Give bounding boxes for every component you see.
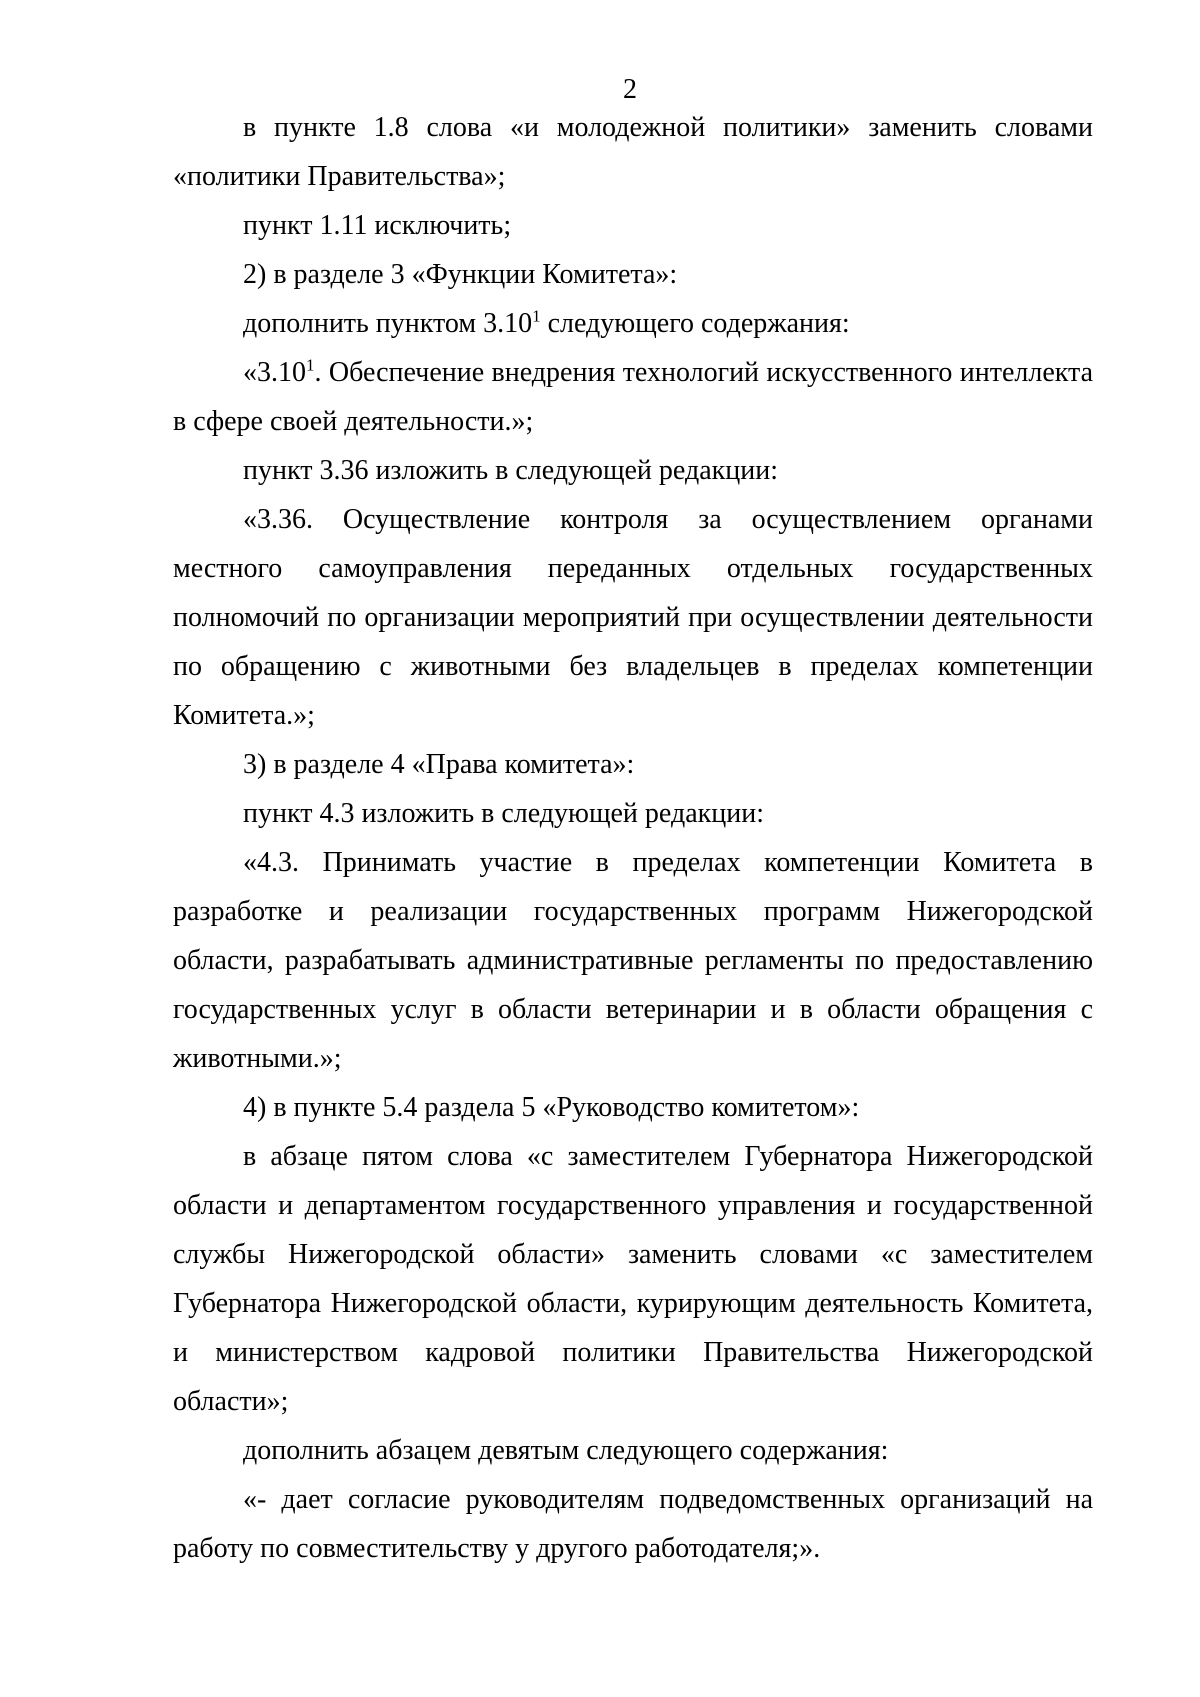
paragraph-quote-4-3: «4.3. Принимать участие в пределах компетенции Комитета в разработке и реализации государственных программ Нижегородской области, разрабатывать административные регламенты по предоставлению государственных услуг в области ветеринарии и в области обращения с животными.»;: [173, 847, 1093, 1074]
paragraph-section-4-heading: 3) в разделе 4 «Права комитета»:: [243, 749, 635, 780]
paragraph-section-5-heading: 4) в пункте 5.4 раздела 5 «Руководство комитетом»:: [243, 1092, 860, 1123]
document-body: [173, 103, 1093, 1573]
paragraph-add-item-3-10-1: [173, 299, 1093, 348]
paragraph-item-5-4-replace: в абзаце пятом слова «с заместителем Губернатора Нижегородской области и департаментом государственного управления и государственной службы Нижегородской области» заменить словами «с заместителем Губернатора Нижегородской области, курирующим деятельность Комитета, и министерством кадровой политики Правительства Нижегородской области»;: [173, 1141, 1093, 1417]
paragraph-item-1-11: пункт 1.11 исключить;: [243, 210, 512, 241]
paragraph-add-ninth-abzac: дополнить абзацем девятым следующего содержания:: [243, 1435, 889, 1466]
paragraph-item-1-8: в пункте 1.8 слова «и молодежной политики» заменить словами «политики Правительства»;: [173, 112, 1093, 192]
paragraph-text: «3.10: [243, 357, 306, 388]
superscript-index: 1: [306, 355, 315, 375]
page-number: 2: [623, 74, 637, 105]
paragraph-text: следующего содержания:: [540, 308, 850, 339]
paragraph-quote-3-36: «3.36. Осуществление контроля за осуществлением органами местного самоуправления переданных отдельных государственных полномочий по организации мероприятий при осуществлении деятельности по обращению с животными без владельцев в пределах компетенции Комитета.»;: [173, 504, 1093, 731]
paragraph-section-3-heading: 2) в разделе 3 «Функции Комитета»:: [243, 259, 678, 290]
paragraph-item-3-36-edit: пункт 3.36 изложить в следующей редакции:: [243, 455, 778, 486]
paragraph-quote-3-10-1: [173, 348, 1093, 446]
paragraph-item-4-3-edit: пункт 4.3 изложить в следующей редакции:: [243, 798, 764, 829]
superscript-index: 1: [532, 306, 541, 326]
paragraph-text: . Обеспечение внедрения технологий искусственного интеллекта в сфере своей деятельности.»;: [173, 357, 1093, 437]
paragraph-quote-ninth-abzac: «- дает согласие руководителям подведомственных организаций на работу по совместительству у другого работодателя;».: [173, 1484, 1093, 1564]
paragraph-text: дополнить пунктом 3.10: [243, 308, 533, 339]
